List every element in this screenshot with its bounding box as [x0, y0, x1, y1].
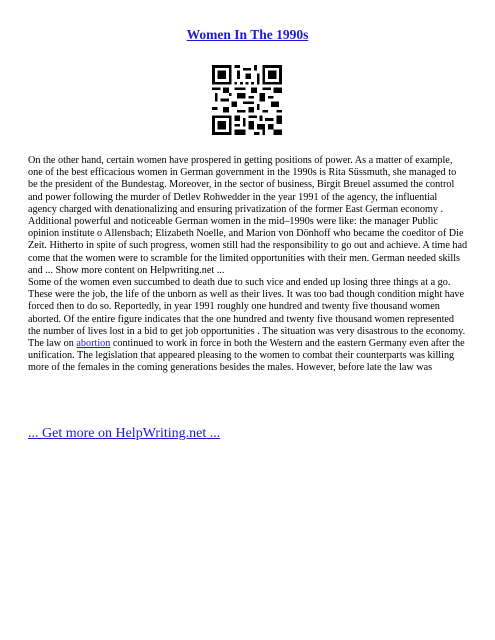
qr-code-icon	[212, 65, 282, 135]
abortion-link[interactable]: abortion	[76, 338, 111, 350]
paragraph-text: Some of the women even succumbed to death due to such vice and ended up losing three things at a go. These were the job, the life of the unborn as well as their lives. It was too bad though condition might have forced then to do so. Reportedly, in year 1991 roughly one hundred and twenty five thousand women aborted. Of the entire figure indicates that the one hundred and twenty five thousand women represented the number of lives lost in a bid to get job opportunities . The situation was very disastrous to the economy. The law on	[28, 277, 466, 350]
paragraph-text: continued to work in force in both the Western and the eastern Germany even after the unification. The legislation that appeared pleasing to the women to combat their counterparts was killing more of the females in the coming generations besides the males. However, before late the law was	[28, 338, 465, 374]
paragraph: On the other hand, certain women have prospered in getting positions of power. As a matter of example, one of the best efficacious women in German government in the 1990s is Rita Süssmuth, she managed to be the president of the Bundestag. Moreover, in the sector of business, Birgit Breuel assumed the control and power following the murder of Detlev Rohwedder in the year 1991 of the agency, the influential agency charged with denationalizing and ensuring privatization of the former East German economy . Additional powerful and noticeable German women in the mid–1990s were like: the manager Public opinion institute o Allensbach; Elizabeth Noelle, and Marion von Dönhoff who became the coeditor of Die Zeit. Hitherto in spite of such progress, women still had the responsibility to go out and achieve. A time had come that the women were to scramble for the limited opportunities with their men. German needed skills and ... Show more content on Helpwriting.net ...	[28, 155, 468, 276]
page-title[interactable]: Women In The 1990s	[186, 27, 309, 42]
get-more-link[interactable]: ... Get more on HelpWriting.net ...	[28, 426, 221, 441]
article-body	[28, 155, 468, 375]
paragraph	[28, 277, 468, 375]
